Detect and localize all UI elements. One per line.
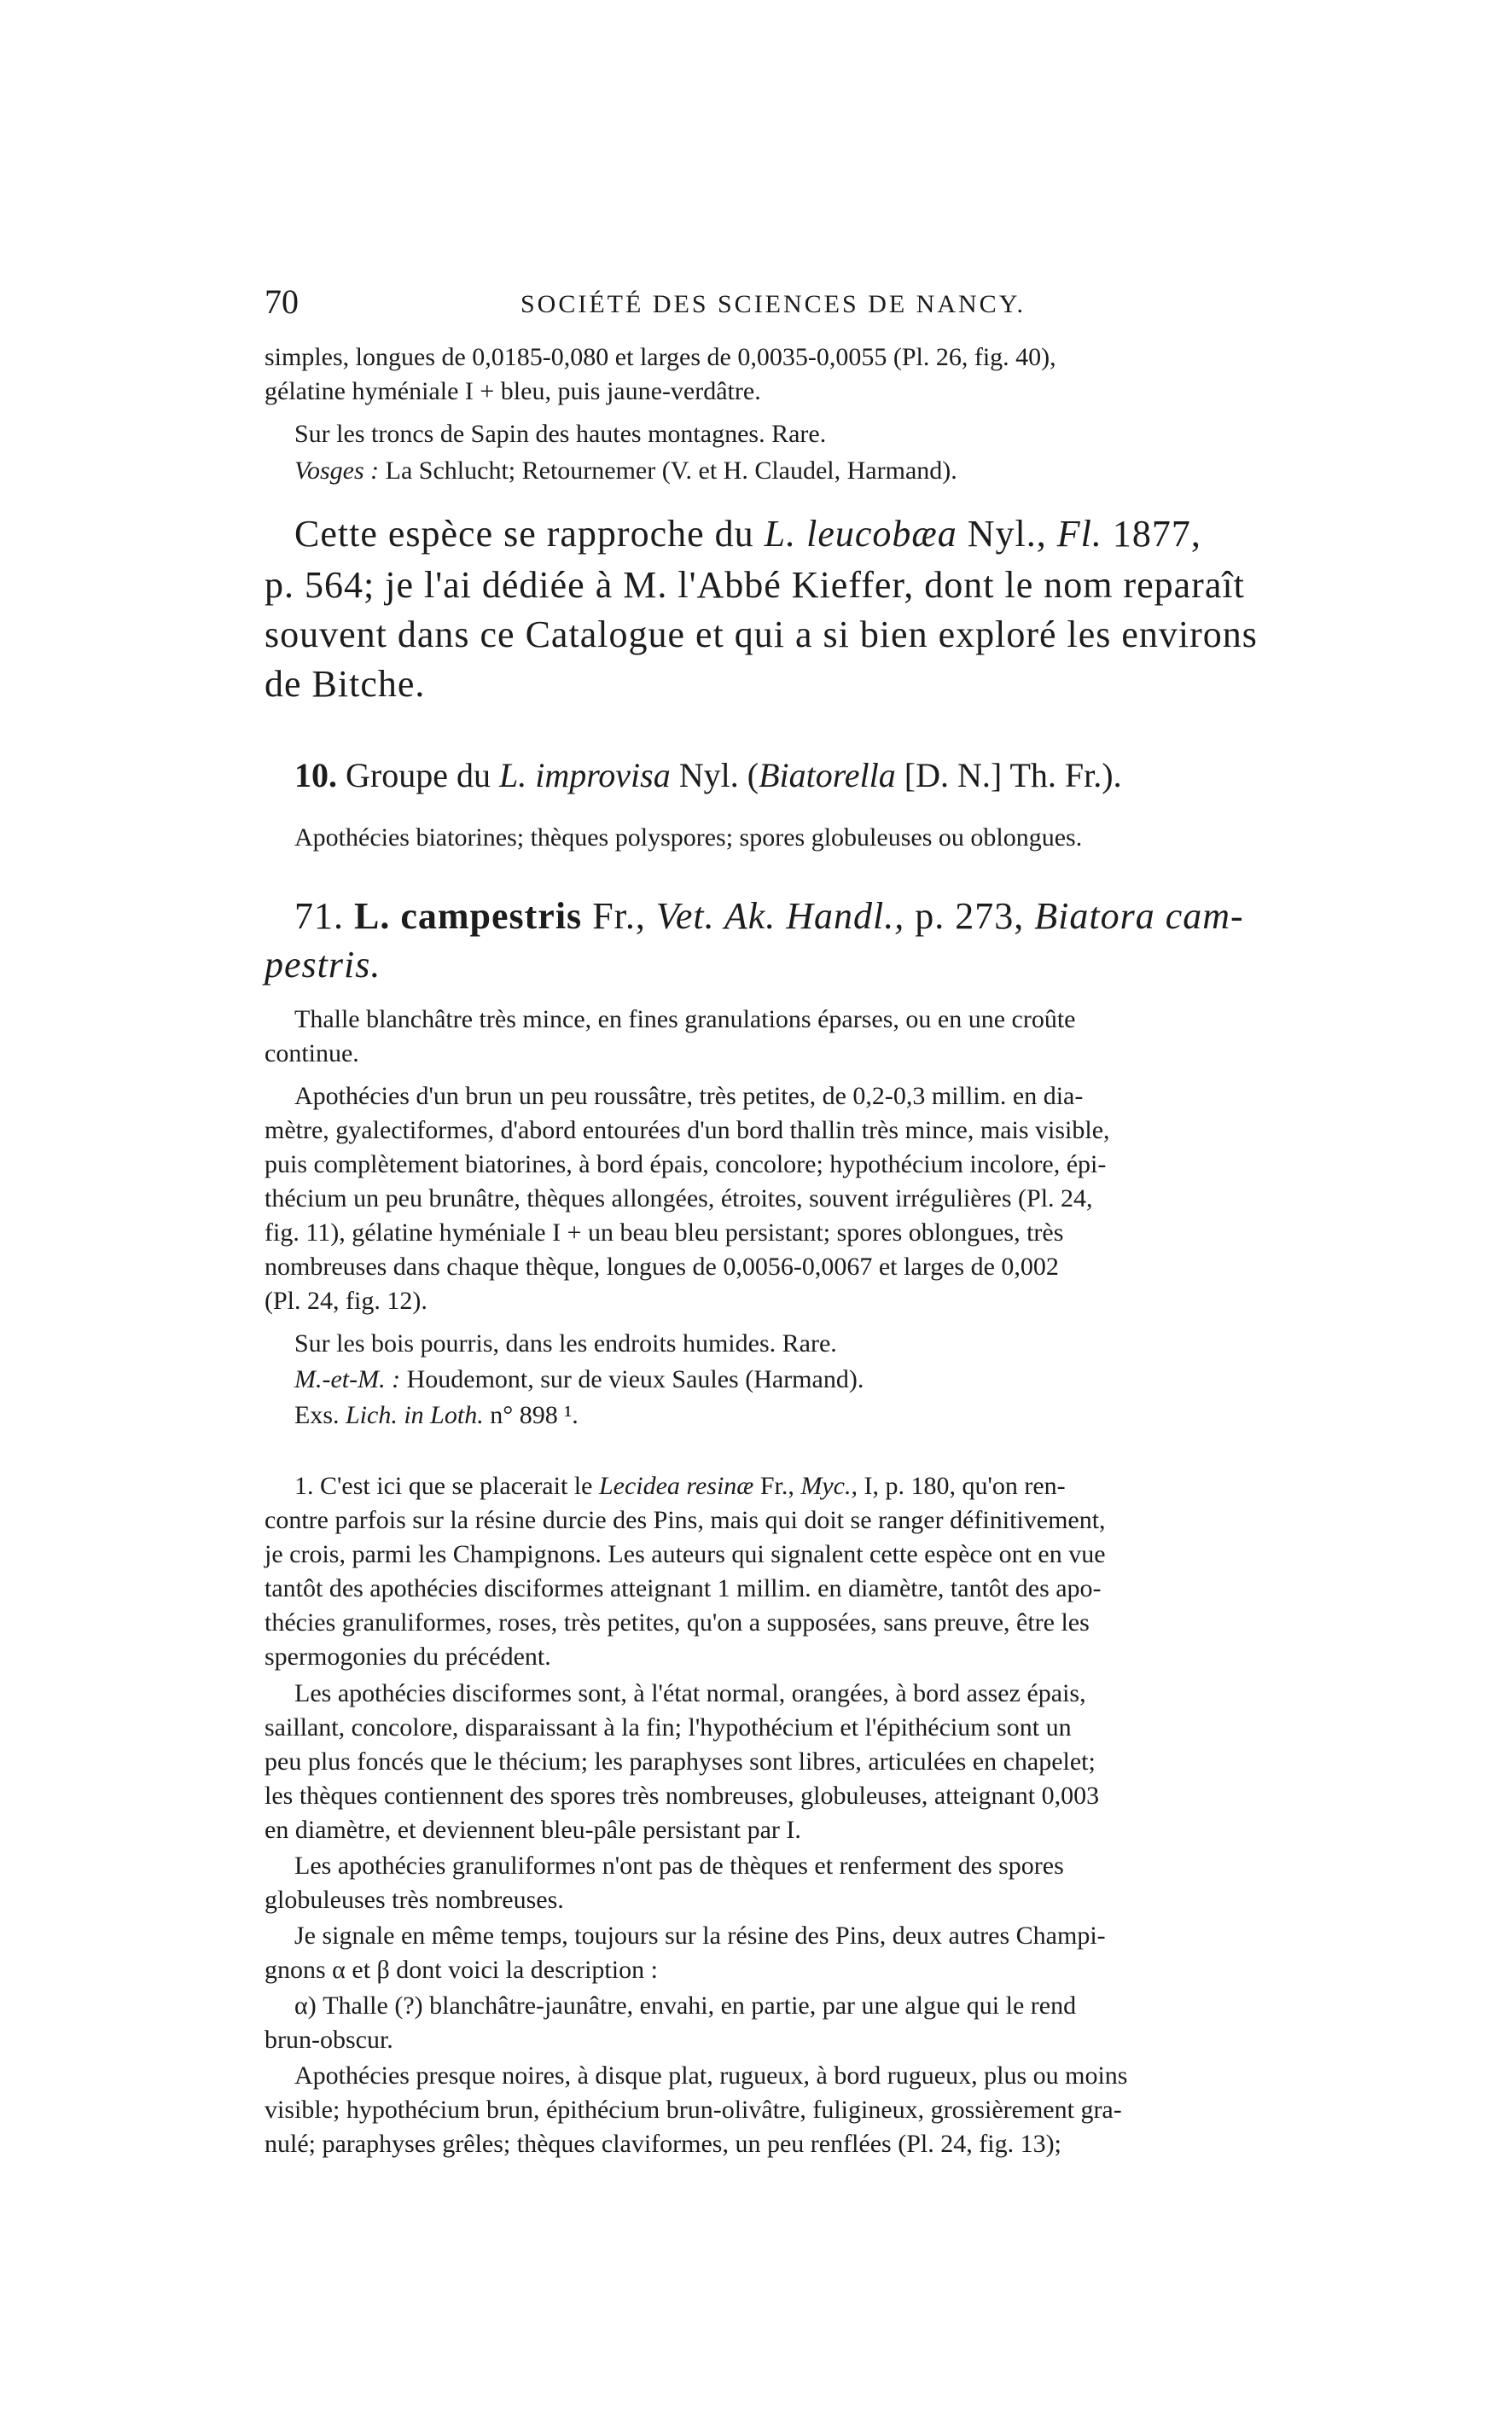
footnote-line: spermogonies du précédent. bbox=[265, 1643, 551, 1671]
footnote-line: tantôt des apothécies disciformes atteignant 1 millim. en diamètre, tantôt des apo- bbox=[265, 1574, 1102, 1602]
footnote-line: Je signale en même temps, toujours sur la résine des Pins, deux autres Champi- bbox=[294, 1922, 1106, 1950]
footnote-line: nulé; paraphyses grêles; thèques claviformes, un peu renflées (Pl. 24, fig. 13); bbox=[265, 2130, 1061, 2158]
footnote-line: 1. C'est ici que se placerait le Lecidea resinæ Fr., Myc., I, p. 180, qu'on ren- bbox=[294, 1472, 1066, 1500]
footnote-line: les thèques contiennent des spores très nombreuses, globuleuses, atteignant 0,003 bbox=[265, 1782, 1100, 1810]
group-heading: 10. Groupe du L. improvisa Nyl. (Biatorella [D. N.] Th. Fr.). bbox=[294, 756, 1122, 794]
remark-line: de Bitche. bbox=[265, 663, 426, 705]
region-label: Vosges : bbox=[294, 456, 380, 485]
footnote-line: contre parfois sur la résine durcie des Pins, mais qui doit se ranger définitivement, bbox=[265, 1506, 1106, 1534]
text-line: nombreuses dans chaque thèque, longues de 0,0056-0,0067 et larges de 0,002 bbox=[265, 1253, 1059, 1281]
locality-text: La Schlucht; Retournemer (V. et H. Claudel, Harmand). bbox=[379, 456, 957, 485]
footnote-line: en diamètre, et deviennent bleu-pâle persistant par I. bbox=[265, 1816, 801, 1844]
footnote-line: Les apothécies granuliformes n'ont pas de thèques et renferment des spores bbox=[294, 1852, 1064, 1880]
text-line: thécium un peu brunâtre, thèques allongées, étroites, souvent irrégulières (Pl. 24, bbox=[265, 1184, 1093, 1212]
species-heading: 71. L. campestris Fr., Vet. Ak. Handl., p. 273, Biatora cam- bbox=[294, 895, 1244, 937]
text-line: mètre, gyalectiformes, d'abord entourées d'un bord thallin très mince, mais visible, bbox=[265, 1116, 1110, 1144]
footnote-line: Les apothécies disciformes sont, à l'état normal, orangées, à bord assez épais, bbox=[294, 1679, 1086, 1707]
locality-line: M.-et-M. : Houdemont, sur de vieux Saules (Harmand). bbox=[294, 1365, 864, 1393]
text-line: puis complètement biatorines, à bord épais, concolore; hypothécium incolore, épi- bbox=[265, 1150, 1107, 1178]
text-line: fig. 11), gélatine hyméniale I + un beau bleu persistant; spores oblongues, très bbox=[265, 1218, 1064, 1247]
page-number: 70 bbox=[265, 282, 299, 321]
text-line: simples, longues de 0,0185-0,080 et larges de 0,0035-0,0055 (Pl. 26, fig. 40), bbox=[265, 343, 1056, 371]
text-line: gélatine hyméniale I + bleu, puis jaune-verdâtre. bbox=[265, 377, 761, 405]
group-description: Apothécies biatorines; thèques polyspores; spores globuleuses ou oblongues. bbox=[294, 823, 1083, 852]
text-line: (Pl. 24, fig. 12). bbox=[265, 1287, 427, 1315]
text-line: Apothécies d'un brun un peu roussâtre, très petites, de 0,2-0,3 millim. en dia- bbox=[294, 1082, 1084, 1110]
species-heading-cont: pestris. bbox=[265, 944, 381, 986]
remark-line: p. 564; je l'ai dédiée à M. l'Abbé Kieffer, dont le nom reparaît bbox=[265, 564, 1245, 606]
text-line: Sur les troncs de Sapin des hautes montagnes. Rare. bbox=[294, 420, 827, 448]
footnote-line: thécies granuliformes, roses, très petites, qu'on a supposées, sans preuve, être les bbox=[265, 1608, 1090, 1637]
running-title: SOCIÉTÉ DES SCIENCES DE NANCY. bbox=[520, 290, 1026, 318]
footnote-line: je crois, parmi les Champignons. Les auteurs qui signalent cette espèce ont en vue bbox=[265, 1540, 1106, 1568]
footnote-line: α) Thalle (?) blanchâtre-jaunâtre, envahi, en partie, par une algue qui le rend bbox=[294, 1992, 1077, 2020]
text-line: continue. bbox=[265, 1039, 359, 1067]
remark-line: souvent dans ce Catalogue et qui a si bien exploré les environs bbox=[265, 613, 1258, 655]
text-line: Sur les bois pourris, dans les endroits humides. Rare. bbox=[294, 1329, 837, 1358]
footnote-line: visible; hypothécium brun, épithécium brun-olivâtre, fuligineux, grossièrement gra- bbox=[265, 2096, 1122, 2124]
footnote-line: brun-obscur. bbox=[265, 2026, 393, 2054]
footnote-line: globuleuses très nombreuses. bbox=[265, 1886, 564, 1914]
footnote-line: saillant, concolore, disparaissant à la fin; l'hypothécium et l'épithécium sont un bbox=[265, 1713, 1072, 1742]
locality-line bbox=[294, 456, 957, 486]
footnote-line: Apothécies presque noires, à disque plat, rugueux, à bord rugueux, plus ou moins bbox=[294, 2061, 1128, 2090]
exsiccata-line: Exs. Lich. in Loth. n° 898 ¹. bbox=[294, 1401, 579, 1429]
footnote-line: peu plus foncés que le thécium; les paraphyses sont libres, articulées en chapelet; bbox=[265, 1747, 1096, 1776]
remark-line: Cette espèce se rapproche du L. leucobæa Nyl., Fl. 1877, bbox=[294, 513, 1201, 555]
text-line: Thalle blanchâtre très mince, en fines granulations éparses, ou en une croûte bbox=[294, 1005, 1076, 1033]
footnote-line: gnons α et β dont voici la description : bbox=[265, 1956, 658, 1984]
